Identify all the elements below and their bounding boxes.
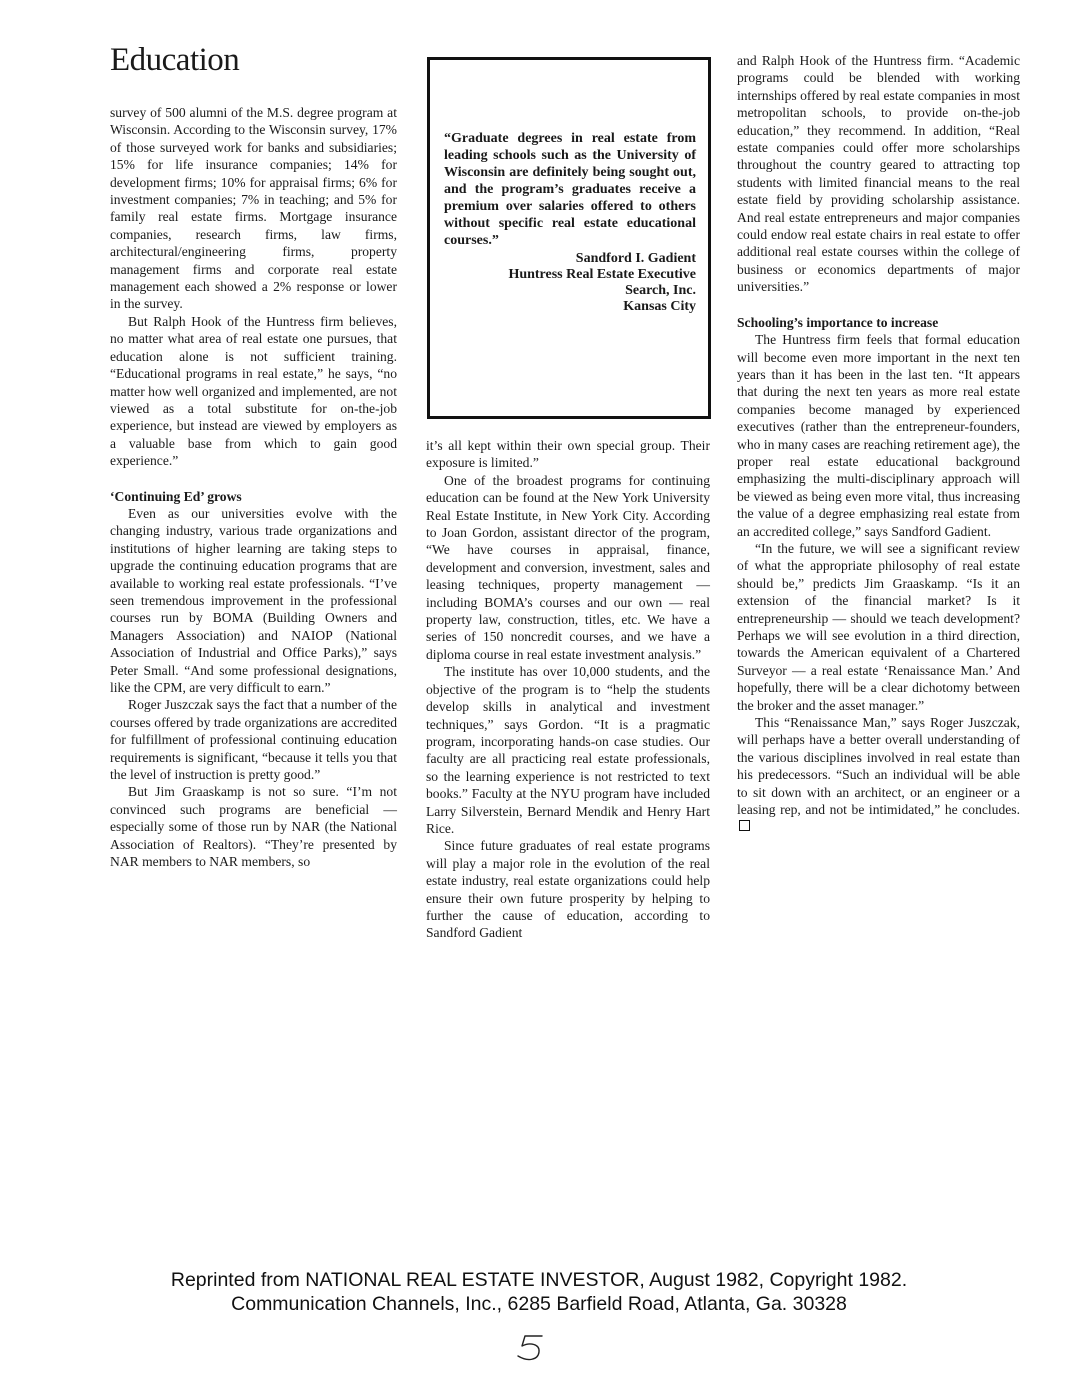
attribution-name: Sandford I. Gadient — [575, 251, 696, 266]
end-mark-icon — [739, 820, 750, 831]
paragraph: The Huntress firm feels that formal education will become even more important in the next ten years than it has been in the last ten. “It appears that during the next ten years as more real estate companies become managed by experienced executives (rather than the entrepreneur-founders, who in many cases are reaching retirement age), the proper real estate educational background emphasizing the multi-disciplinary approach will be viewed as being even more vital, thus increasing the value of a degree emphasizing real estate from an accredited college,” says Sandford Gadient. — [737, 332, 1020, 539]
paragraph: One of the broadest programs for continuing education can be found at the New York University Real Estate Institute, in New York City. According to Joan Gordon, assistant director of the program, “We have courses in appraisal, finance, development and conversion, investment, sales and leasing techniques, property management — including BOMA’s courses and our own — real property law, construction, titles, etc. We have a series of 150 noncredit courses, and we have a diploma course in real estate investment analysis.” — [426, 472, 710, 662]
paragraph: The institute has over 10,000 students, and the objective of the program is to “help the students develop skills in analytical and investment techniques,” says Gordon. “It is a pragmatic program, incorporating hands-on case studies. Our faculty are all practicing real estate professionals, so the learning experience is not restricted to text books.” Faculty at the NYU program have included Larry Silverstein, Bernard Mendik and Henry Hart Rice. — [426, 664, 710, 836]
paragraph: Even as our universities evolve with the changing industry, various trade organizations and institutions of higher learning are taking steps to upgrade the continuing education programs that are available to working real estate professionals. “I’ve seen tremendous improvement in the professional courses run by BOMA (Building Owners and Managers Association) and NAIOP (National Association of Industrial and Office Parks),” says Peter Small. “And some professional designations, like the CPM, are very difficult to earn.” — [110, 505, 397, 695]
article-column-1 — [110, 104, 397, 870]
paragraph-text: This “Renaissance Man,” says Roger Juszczak, will perhaps have a better overall understanding of the various disciplines involved in real estate than his predecessors. “Such an individual will be able to sit down with an architect, or an engineer or a leasing rep, and not be intimidated,” he concludes. — [737, 715, 1020, 818]
paragraph-last — [737, 714, 1020, 836]
paragraph: Roger Juszczak says the fact that a number of the courses offered by trade organizations are accredited for fulfillment of professional continuing education requirements is significant, “because it tells you that the level of instruction is pretty good.” — [110, 697, 397, 783]
paragraph: it’s all kept within their own special group. Their exposure is limited.” — [426, 438, 710, 471]
paragraph: But Ralph Hook of the Huntress firm believes, no matter what area of real estate one pursues, that education alone is not sufficient training. “Educational programs in real estate,” he says, “no matter how well organized and implemented, are not viewed as a total substitute for on-the-job experience, but instead are viewed by employers as a valuable base from which to gain good experience.” — [110, 313, 397, 469]
handwritten-page-number — [512, 1330, 552, 1366]
subheading-continuing-ed: ‘Continuing Ed’ grows — [110, 488, 242, 504]
pull-quote-box — [427, 57, 711, 419]
paragraph: “In the future, we will see a significant review of what the appropriate philosophy of real estate should be,” predicts Jim Graaskamp. “Is it an extension of the financial market? Is it entrepreneurship — should we teach development? Perhaps we will see evolution in a third direction, towards the American equivalent of a Chartered Surveyor — a real estate ‘Renaissance Man.’ And hopefully, there will be a clear dichotomy between the broker and the asset manager.” — [737, 540, 1020, 713]
reprint-footer — [0, 1268, 1078, 1316]
paragraph: Since future graduates of real estate programs will play a major role in the evolution of the real estate industry, real estate organizations could help ensure their own future prosperity by helping to further the cause of education, according to Sandford Gadient — [426, 838, 710, 941]
paragraph: But Jim Graaskamp is not so sure. “I’m not convinced such programs are beneficial — especially some of those run by NAR (the National Association of Realtors). “They’re presented by NAR members to NAR members, so — [110, 784, 397, 870]
pull-quote-attribution — [444, 251, 696, 315]
attribution-company: Huntress Real Estate Executive — [508, 267, 696, 282]
article-column-3 — [737, 52, 1020, 836]
paragraph: survey of 500 alumni of the M.S. degree program at Wisconsin. According to the Wisconsin survey, 17% of those surveyed work for banks and subsidiaries; 15% for life insurance companies; 14% for development firms; 10% for appraisal firms; 6% for investment companies; 7% in teaching; and 5% for family real estate firms. Mortgage insurance companies, research firms, law firms, architectural/engineering firms, property management firms and corporate real estate management each showed a 2% response or lower in the survey. — [110, 105, 397, 312]
paragraph: and Ralph Hook of the Huntress firm. “Academic programs could be blended with working internships offered by real estate companies in most metropolitan schools, to provide on-the-job education,” they recommend. In addition, “Real estate companies could offer more scholarships throughout the country geared to attracting top students with limited financial means to the real estate field by providing scholarship assistance. And real estate entrepreneurs and major companies could endow real estate chairs in real estate to offer additional real estate courses within the college of business or economics departments of major universities.” — [737, 53, 1020, 295]
reprint-line-1: Reprinted from NATIONAL REAL ESTATE INVESTOR, August 1982, Copyright 1982. — [170, 1269, 908, 1291]
attribution-city: Kansas City — [623, 299, 696, 314]
reprint-line-2: Communication Channels, Inc., 6285 Barfield Road, Atlanta, Ga. 30328 — [231, 1293, 847, 1315]
subheading-schooling-importance: Schooling’s importance to increase — [737, 314, 939, 330]
article-column-2 — [426, 437, 710, 942]
attribution-company-line2: Search, Inc. — [625, 283, 696, 298]
section-title: Education — [110, 42, 240, 78]
pull-quote-text: “Graduate degrees in real estate from leading schools such as the University of Wisconsin are definitely being sought out, and the program’s graduates receive a premium over salaries offered to others without specific real estate educational courses.” — [444, 131, 696, 248]
